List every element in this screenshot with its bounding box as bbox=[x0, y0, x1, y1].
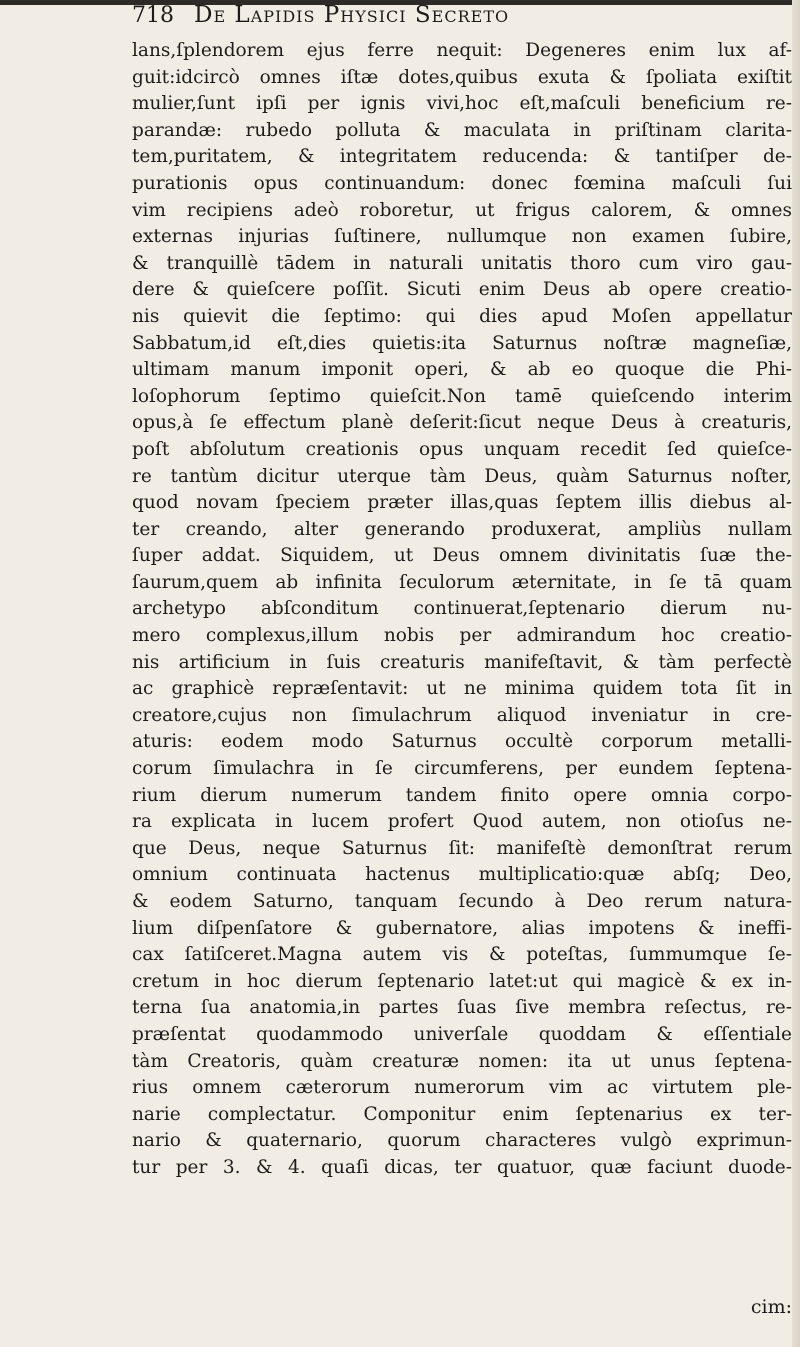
text-line: dere & quieſcere poſſit. Sicuti enim Deus ab opere creatio- bbox=[132, 279, 792, 301]
text-line: nis artificium in ſuis creaturis manifeſtavit, & tàm perfectè bbox=[132, 651, 792, 673]
text-line: lium diſpenſatore & gubernatore, alias impotens & ineffi- bbox=[132, 917, 792, 939]
text-line: parandæ: rubedo polluta & maculata in priſtinam clarita- bbox=[132, 119, 792, 141]
text-line: tem,puritatem, & integritatem reducenda: & tantiſper de- bbox=[132, 146, 792, 168]
text-line: opus,à ſe effectum planè deſerit:ſicut neque Deus à creaturis, bbox=[132, 412, 792, 434]
text-line: tàm Creatoris, quàm creaturæ nomen: ita ut unus ſeptena- bbox=[132, 1050, 792, 1072]
running-head: De Lapidis Physici Secreto bbox=[194, 2, 510, 28]
text-line: aturis: eodem modo Saturnus occultè corporum metalli- bbox=[132, 731, 792, 753]
text-line: vim recipiens adeò roboretur, ut frigus calorem, & omnes bbox=[132, 199, 792, 221]
text-line: que Deus, neque Saturnus ſit: manifeſtè demonſtrat rerum bbox=[132, 837, 792, 859]
text-line: purationis opus continuandum: donec fœmina maſculi ſui bbox=[132, 172, 792, 194]
text-line: corum ſimulachra in ſe circumferens, per eundem ſeptena- bbox=[132, 758, 792, 780]
text-line: nario & quaternario, quorum characteres vulgò exprimun- bbox=[132, 1130, 792, 1152]
page-edge bbox=[792, 0, 800, 1347]
text-line: ultimam manum imponit operi, & ab eo quoque die Phi- bbox=[132, 359, 792, 381]
text-line: ra explicata in lucem profert Quod autem, non otioſus ne- bbox=[132, 811, 792, 833]
text-line: guit:idcircò omnes iſtæ dotes,quibus exuta & ſpoliata exiſtit bbox=[132, 66, 792, 88]
text-line: ſaurum,quem ab infinita ſeculorum æternitate, in ſe tā quam bbox=[132, 571, 792, 593]
page-number: 718 bbox=[132, 3, 174, 28]
text-line: quod novam ſpeciem præter illas,quas ſeptem illis diebus al- bbox=[132, 492, 792, 514]
text-line: terna ſua anatomia,in partes ſuas ſive membra reſectus, re- bbox=[132, 997, 792, 1019]
text-line: loſophorum ſeptimo quieſcit.Non tamē quieſcendo interim bbox=[132, 385, 792, 407]
text-line: narie complectatur. Componitur enim ſeptenarius ex ter- bbox=[132, 1103, 792, 1125]
text-line: ſuper addat. Siquidem, ut Deus omnem divinitatis ſuæ the- bbox=[132, 545, 792, 567]
text-line: tur per 3. & 4. quaſi dicas, ter quatuor, quæ faciunt duode- bbox=[132, 1156, 792, 1178]
text-line: archetypo abſconditum continuerat,ſeptenario dierum nu- bbox=[132, 598, 792, 620]
text-line: creatore,cujus non ſimulachrum aliquod inveniatur in cre- bbox=[132, 704, 792, 726]
text-line: mero complexus,illum nobis per admirandum hoc creatio- bbox=[132, 625, 792, 647]
text-line: poſt abſolutum creationis opus unquam recedit ſed quieſce- bbox=[132, 438, 792, 460]
text-line: præſentat quodammodo univerſale quoddam & eſſentiale bbox=[132, 1023, 792, 1045]
text-line: rium dierum numerum tandem finito opere omnia corpo- bbox=[132, 784, 792, 806]
catchword: cim: bbox=[750, 1296, 792, 1318]
text-line: nis quievit die ſeptimo: qui dies apud Moſen appellatur bbox=[132, 305, 792, 327]
text-line: cax ſatiſceret.Magna autem vis & poteſtas, ſummumque ſe- bbox=[132, 944, 792, 966]
text-line: cretum in hoc dierum ſeptenario latet:ut qui magicè & ex in- bbox=[132, 970, 792, 992]
text-line: mulier,ſunt ipſi per ignis vivi,hoc eſt,maſculi beneficium re- bbox=[132, 93, 792, 115]
body-text bbox=[132, 38, 792, 1182]
text-line: rius omnem cæterorum numerorum vim ac virtutem ple- bbox=[132, 1077, 792, 1099]
text-line: & tranquillè tādem in naturali unitatis thoro cum viro gau- bbox=[132, 252, 792, 274]
text-line: & eodem Saturno, tanquam ſecundo à Deo rerum natura- bbox=[132, 891, 792, 912]
text-line: re tantùm dicitur uterque tàm Deus, quàm Saturnus noſter, bbox=[132, 465, 792, 487]
text-line: externas injurias ſuſtinere, nullumque non examen ſubire, bbox=[132, 226, 792, 248]
text-line: Sabbatum,id eſt,dies quietis:ita Saturnus noſtræ magneſiæ, bbox=[132, 332, 792, 354]
text-line: omnium continuata hactenus multiplicatio:quæ abſq; Deo, bbox=[132, 864, 792, 886]
text-line: ac graphicè repræſentavit: ut ne minima quidem tota ſit in bbox=[132, 678, 792, 700]
text-line: lans,ſplendorem ejus ferre nequit: Degeneres enim lux af- bbox=[132, 40, 792, 61]
page-header bbox=[132, 2, 740, 38]
text-line: ter creando, alter generando produxerat, ampliùs nullam bbox=[132, 518, 792, 540]
